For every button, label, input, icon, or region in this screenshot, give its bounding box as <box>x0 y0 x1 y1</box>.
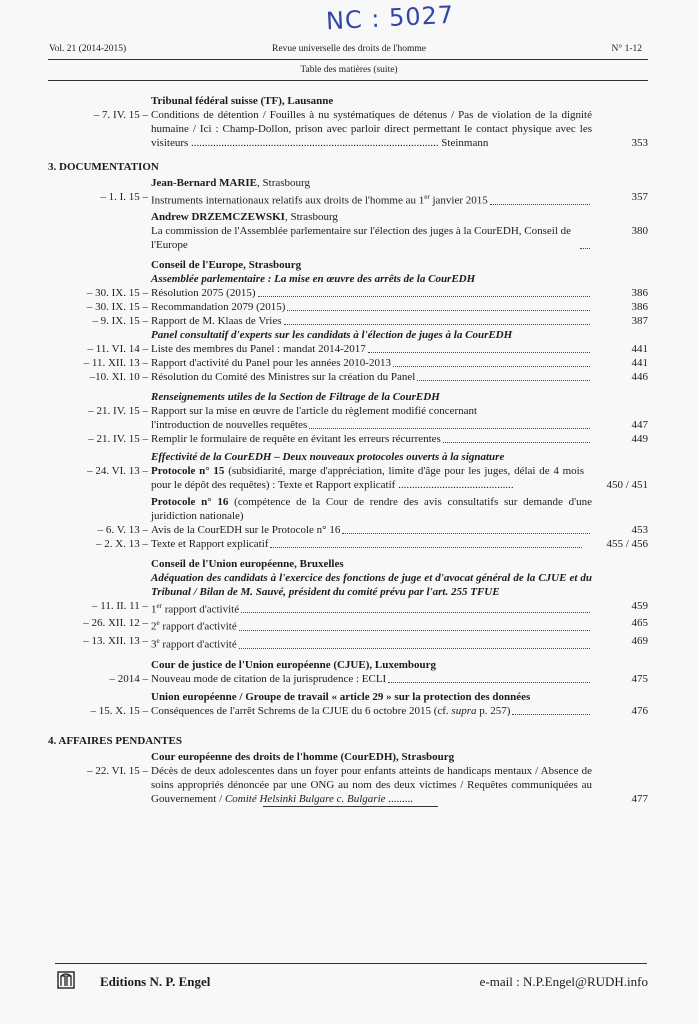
subheading-assembly: Assemblée parlementaire : La mise en œuvre des arrêts de la CourEDH <box>151 272 476 285</box>
entry-date: – 6. V. 13 – <box>97 523 148 536</box>
volume-label: Vol. 21 (2014-2015) <box>49 44 127 54</box>
entry-page: 357 <box>631 191 648 203</box>
entry-title: La commission de l'Assemblée parlementaire sur l'élection des juges à la CourEDH, Conseil de l'Europe <box>151 224 572 251</box>
toc-entry[interactable] <box>48 370 648 384</box>
entry-title: Protocole n° 15 (subsidiarité, marge d'appréciation, limite d'âge pour les juges, délai de 4 mois pour le dépôt des requêtes) : Texte et Rapport explicatif .......................................... <box>151 464 585 491</box>
entry-page: 475 <box>631 672 648 685</box>
entry-title: Texte et Rapport explicatif <box>151 537 269 550</box>
entry-title: 1er rapport d'activité <box>151 601 240 616</box>
entry-date: – 21. IV. 15 – <box>88 404 148 417</box>
entry-date: –10. XI. 10 – <box>89 370 148 383</box>
section-heading-documentation: 3. DOCUMENTATION <box>48 161 159 173</box>
subheading-filtering: Renseignements utiles de la Section de Filtrage de la CourEDH <box>151 390 440 403</box>
toc-entry[interactable] <box>48 634 648 652</box>
entry-title: 2e rapport d'activité <box>151 619 237 633</box>
entry-title: Conditions de détention / Fouilles à nu systématiques de détenus / Pas de violation de la dignité humaine / Ici : Champ-Dollon, prison avec parloir direct permettant le contact physique avec les visiteurs .......................................................................................... Steinmann <box>151 109 592 149</box>
entry-page: 469 <box>631 634 648 647</box>
entry-date: – 26. XII. 12 – <box>83 617 148 630</box>
table-of-contents <box>48 92 648 806</box>
group-heading-eu-council: Conseil de l'Union européenne, Bruxelles <box>151 557 344 570</box>
entry-page: 477 <box>631 792 648 805</box>
group-heading-coe: Conseil de l'Europe, Strasbourg <box>151 258 302 271</box>
handwritten-note: NC : 5027 <box>325 0 455 36</box>
entry-title: Protocole n° 16 (compétence de la Cour de rendre des avis consultatifs sur demande d'une juridiction nationale) <box>151 495 592 522</box>
group-heading-tf: Tribunal fédéral suisse (TF), Lausanne <box>151 95 334 107</box>
toc-entry[interactable] <box>48 342 648 356</box>
section-heading-pending: 4. AFFAIRES PENDANTES <box>48 734 182 747</box>
author-heading-marie: Jean-Bernard MARIE, Strasbourg <box>151 177 310 189</box>
end-rule <box>263 806 438 807</box>
entry-title: Nouveau mode de citation de la jurisprudence : ECLI <box>151 672 387 685</box>
entry-page: 441 <box>631 356 648 369</box>
entry-title: Rapport d'activité du Panel pour les années 2010-2013 <box>151 356 391 369</box>
entry-date: – 15. X. 15 – <box>90 704 148 717</box>
entry-title: Résolution du Comité des Ministres sur la création du Panel <box>151 370 416 383</box>
publisher-name: Editions N. P. Engel <box>100 974 211 989</box>
entry-title: 3e rapport d'activité <box>151 636 237 651</box>
group-heading-cjue: Cour de justice de l'Union européenne (CJUE), Luxembourg <box>151 658 436 671</box>
toc-entry[interactable] <box>48 523 648 537</box>
toc-entry[interactable] <box>48 404 648 432</box>
entry-page: 476 <box>631 704 648 717</box>
toc-entry[interactable] <box>48 286 648 300</box>
entry-page: 447 <box>631 418 648 431</box>
entry-page: 453 <box>631 523 648 536</box>
entry-page: 353 <box>631 137 648 149</box>
toc-entry[interactable] <box>48 764 648 806</box>
toc-entry[interactable] <box>48 537 648 551</box>
entry-date: – 30. IX. 15 – <box>86 300 148 313</box>
toc-entry[interactable] <box>48 356 648 370</box>
toc-entry[interactable] <box>48 314 648 328</box>
contact-email[interactable]: e-mail : N.P.Engel@RUDH.info <box>479 974 648 989</box>
page-subtitle: Table des matières (suite) <box>300 65 398 75</box>
author-heading-drzemczewski: Andrew DRZEMCZEWSKI, Strasbourg <box>151 210 338 223</box>
toc-entry[interactable] <box>48 300 648 314</box>
entry-date: – 13. XII. 13 – <box>83 634 148 647</box>
entry-date: – 1. I. 15 – <box>100 191 148 203</box>
entry-date: – 24. VI. 13 – <box>87 464 148 477</box>
issue-label: N° 1-12 <box>611 44 642 54</box>
entry-date: – 11. VI. 14 – <box>87 342 148 355</box>
toc-entry[interactable] <box>48 672 648 686</box>
entry-date: – 2. X. 13 – <box>96 537 148 550</box>
entry-date: – 7. IV. 15 – <box>93 109 148 121</box>
entry-page: 380 <box>631 224 648 237</box>
toc-entry <box>48 495 648 523</box>
entry-page: 387 <box>631 314 648 327</box>
entry-title: Recommandation 2079 (2015) <box>151 300 286 313</box>
header-rule <box>48 59 648 60</box>
entry-title: Liste des membres du Panel : mandat 2014-2017 <box>151 342 366 355</box>
subtitle-rule <box>48 80 648 81</box>
toc-entry[interactable] <box>48 190 648 208</box>
group-heading-art29: Union européenne / Groupe de travail « article 29 » sur la protection des données <box>151 690 531 703</box>
entry-title: l'introduction de nouvelles requêtes <box>151 418 308 431</box>
subheading-effectivity: Effectivité de la CourEDH – Deux nouveaux protocoles ouverts à la signature <box>151 450 505 463</box>
entry-page: 449 <box>631 432 648 445</box>
footer-rule <box>55 963 647 964</box>
entry-title: Rapport de M. Klaas de Vries <box>151 314 282 327</box>
entry-date: – 2014 – <box>109 672 148 685</box>
toc-entry[interactable] <box>48 704 648 718</box>
entry-page: 455 / 456 <box>606 537 648 550</box>
entry-author: Steinmann <box>441 137 489 149</box>
toc-entry[interactable] <box>48 432 648 446</box>
subheading-panel: Panel consultatif d'experts sur les candidats à l'élection de juges à la CourEDH <box>151 328 513 341</box>
group-heading-echr: Cour européenne des droits de l'homme (CourEDH), Strasbourg <box>151 750 455 763</box>
entry-title: Conséquences de l'arrêt Schrems de la CJUE du 6 octobre 2015 (cf. supra p. 257) <box>151 704 511 717</box>
entry-title-line1: Rapport sur la mise en œuvre de l'article du règlement modifié concernant <box>151 404 478 417</box>
entry-page: 441 <box>631 342 648 355</box>
entry-page: 446 <box>631 370 648 383</box>
entry-title: Décès de deux adolescentes dans un foyer pour enfants atteints de handicaps mentaux / Absence de soins appropriés dénoncée par une ONG au nom des deux victimes / Requêtes communiquées au Gouvernement / Comité Helsinki Bulgare c. Bulgarie ......... <box>151 764 592 805</box>
journal-title: Revue universelle des droits de l'homme <box>272 44 426 54</box>
entry-date: – 21. IV. 15 – <box>88 432 148 445</box>
entry-page: 386 <box>631 286 648 299</box>
entry-page: 450 / 451 <box>606 478 648 491</box>
toc-entry[interactable] <box>48 108 648 150</box>
entry-date: – 22. VI. 15 – <box>87 764 148 777</box>
entry-title: Résolution 2075 (2015) <box>151 286 256 299</box>
toc-entry[interactable] <box>48 599 648 617</box>
toc-entry[interactable] <box>48 224 648 252</box>
subheading-eu: Adéquation des candidats à l'exercice des fonctions de juge et d'avocat général de la CJUE et du Tribunal / Bilan de M. Sauvé, président du comité prévu par l'art. 255 TFUE <box>151 571 592 598</box>
entry-date: – 11. XII. 13 – <box>83 356 148 369</box>
entry-page: 459 <box>631 599 648 612</box>
toc-entry[interactable] <box>48 464 648 492</box>
entry-title: Avis de la CourEDH sur le Protocole n° 16 <box>151 523 341 536</box>
toc-entry[interactable] <box>48 616 648 634</box>
entry-title: Instruments internationaux relatifs aux droits de l'homme au 1er janvier 2015 <box>151 193 488 207</box>
entry-page: 386 <box>631 300 648 313</box>
entry-date: – 30. IX. 15 – <box>86 286 148 299</box>
entry-date: – 9. IX. 15 – <box>92 314 148 327</box>
entry-title: Remplir le formulaire de requête en évitant les erreurs récurrentes <box>151 432 441 445</box>
entry-date: – 11. II. 11 – <box>91 599 148 612</box>
entry-page: 465 <box>631 617 648 630</box>
publisher-logo-icon <box>57 971 75 989</box>
